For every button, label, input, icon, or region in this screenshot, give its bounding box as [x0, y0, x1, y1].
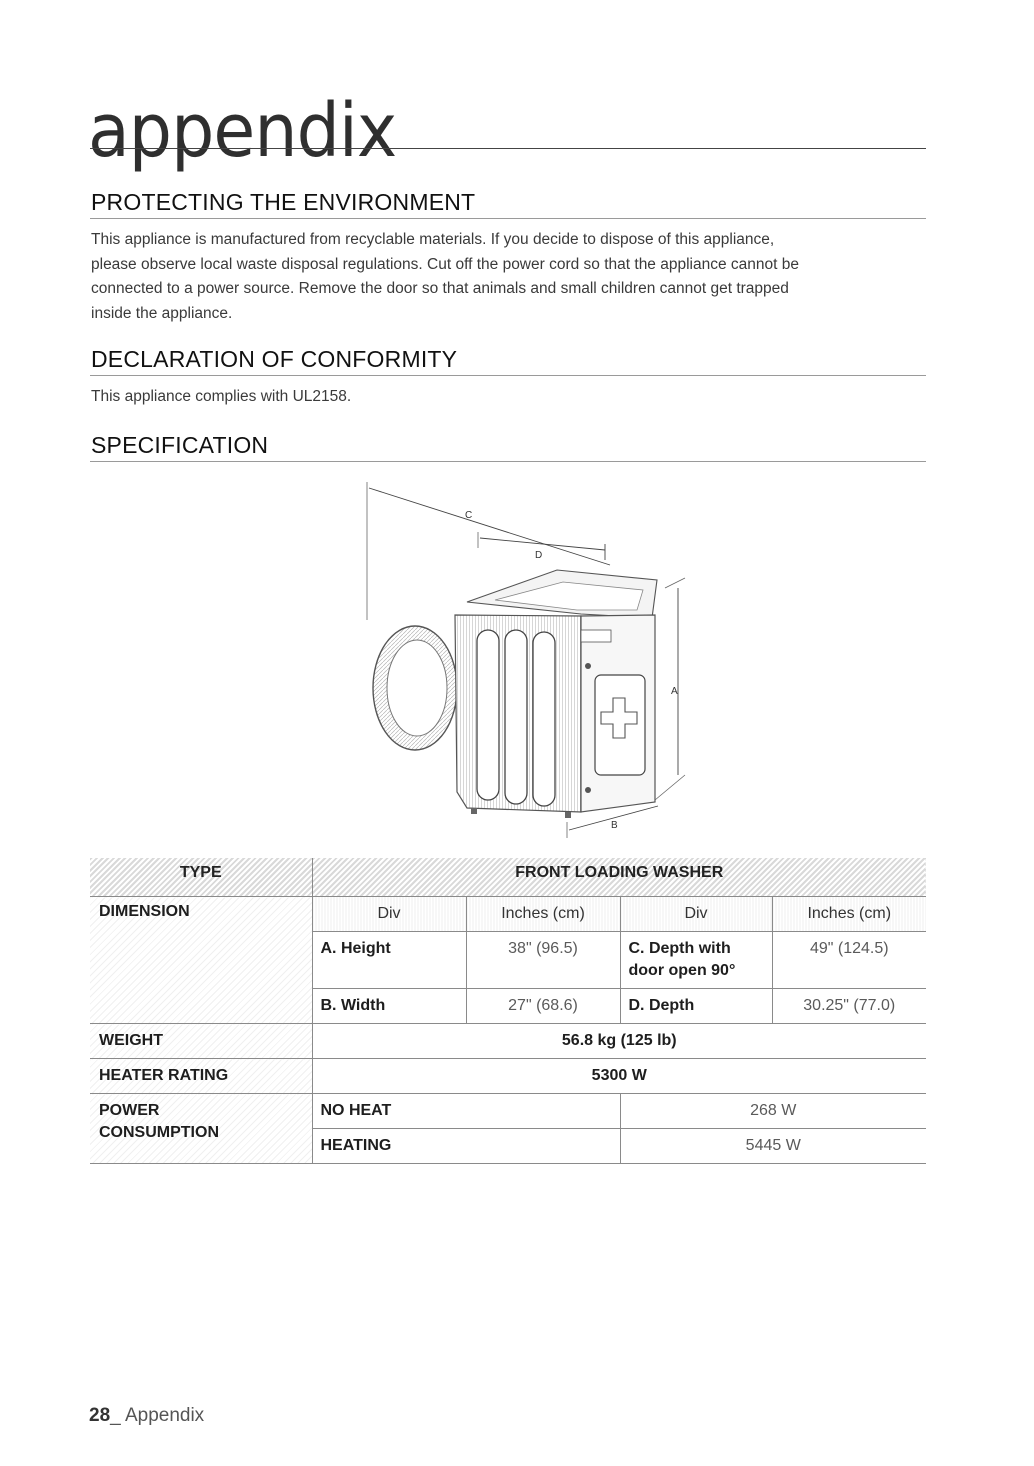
specification-rule	[90, 461, 926, 462]
page-title: appendix	[88, 88, 397, 174]
washer-foot	[471, 808, 477, 814]
col-header-inches: Inches (cm)	[772, 897, 926, 932]
specification-table	[90, 858, 926, 1164]
page-number: 28	[89, 1405, 111, 1426]
conformity-heading: DECLARATION OF CONFORMITY	[91, 346, 458, 372]
dimension-a-tick	[655, 775, 685, 800]
specification-heading: SPECIFICATION	[91, 432, 269, 458]
dimension-b-label: B	[611, 820, 618, 831]
environment-line: This appliance is manufactured from recyclable materials. If you decide to dispose of this appliance,	[91, 231, 775, 248]
dimension-label: DIMENSION	[90, 897, 312, 1024]
col-header-inches: Inches (cm)	[466, 897, 620, 932]
dimension-value: 30.25" (77.0)	[772, 989, 926, 1024]
dimension-a-label: A	[671, 686, 678, 697]
power-mode: NO HEAT	[312, 1094, 620, 1129]
power-value: 268 W	[620, 1094, 926, 1129]
heater-rating-label: HEATER RATING	[90, 1059, 312, 1094]
washer-door-glass	[387, 640, 447, 736]
dimension-header-row	[90, 897, 926, 932]
dimension-value: 27" (68.6)	[466, 989, 620, 1024]
washer-foot	[565, 812, 571, 818]
footer-separator: _	[110, 1405, 125, 1426]
dimension-div: A. Height	[312, 932, 466, 989]
washer-bolt	[585, 663, 591, 669]
environment-heading: PROTECTING THE ENVIRONMENT	[91, 189, 476, 215]
page-footer	[89, 1405, 204, 1427]
col-header-div: Div	[620, 897, 772, 932]
dimension-value: 38" (96.5)	[466, 932, 620, 989]
washer-rib	[477, 630, 499, 800]
dimension-d-label: D	[535, 550, 543, 561]
environment-body	[91, 228, 921, 326]
heater-rating-value: 5300 W	[312, 1059, 926, 1094]
power-consumption-label	[90, 1094, 312, 1164]
type-header: TYPE	[90, 858, 312, 897]
table-row	[90, 1059, 926, 1094]
dimension-div: D. Depth	[620, 989, 772, 1024]
power-consumption-label-text: POWER CONSUMPTION	[99, 1102, 219, 1141]
weight-value: 56.8 kg (125 lb)	[312, 1024, 926, 1059]
environment-rule	[90, 218, 926, 219]
washer-rib	[505, 630, 527, 804]
washer-valve	[581, 630, 611, 642]
dimension-div: C. Depth with door open 90°	[620, 932, 772, 989]
weight-label: WEIGHT	[90, 1024, 312, 1059]
dimension-div: B. Width	[312, 989, 466, 1024]
conformity-body: This appliance complies with UL2158.	[91, 388, 352, 405]
dimension-value: 49" (124.5)	[772, 932, 926, 989]
washer-rib	[533, 632, 555, 806]
table-header-row	[90, 858, 926, 897]
environment-line: inside the appliance.	[91, 304, 233, 322]
power-mode: HEATING	[312, 1129, 620, 1164]
dimension-a-tick	[665, 578, 685, 588]
title-rule	[90, 148, 926, 149]
table-row	[90, 1094, 926, 1129]
dimension-d-line	[480, 538, 605, 550]
environment-line: connected to a power source. Remove the door so that animals and small children cannot get trapped	[91, 280, 789, 297]
table-row	[90, 1024, 926, 1059]
washer-dimension-diagram	[355, 470, 695, 850]
dimension-c-line	[369, 488, 610, 565]
washer-bolt	[585, 787, 591, 793]
dimension-c-label: C	[465, 510, 473, 521]
col-header-div: Div	[312, 897, 466, 932]
power-value: 5445 W	[620, 1129, 926, 1164]
footer-label: Appendix	[124, 1405, 205, 1426]
environment-line: please observe local waste disposal regulations. Cut off the power cord so that the appliance cannot be	[91, 255, 799, 273]
type-value-header: FRONT LOADING WASHER	[312, 858, 926, 897]
conformity-rule	[90, 375, 926, 376]
